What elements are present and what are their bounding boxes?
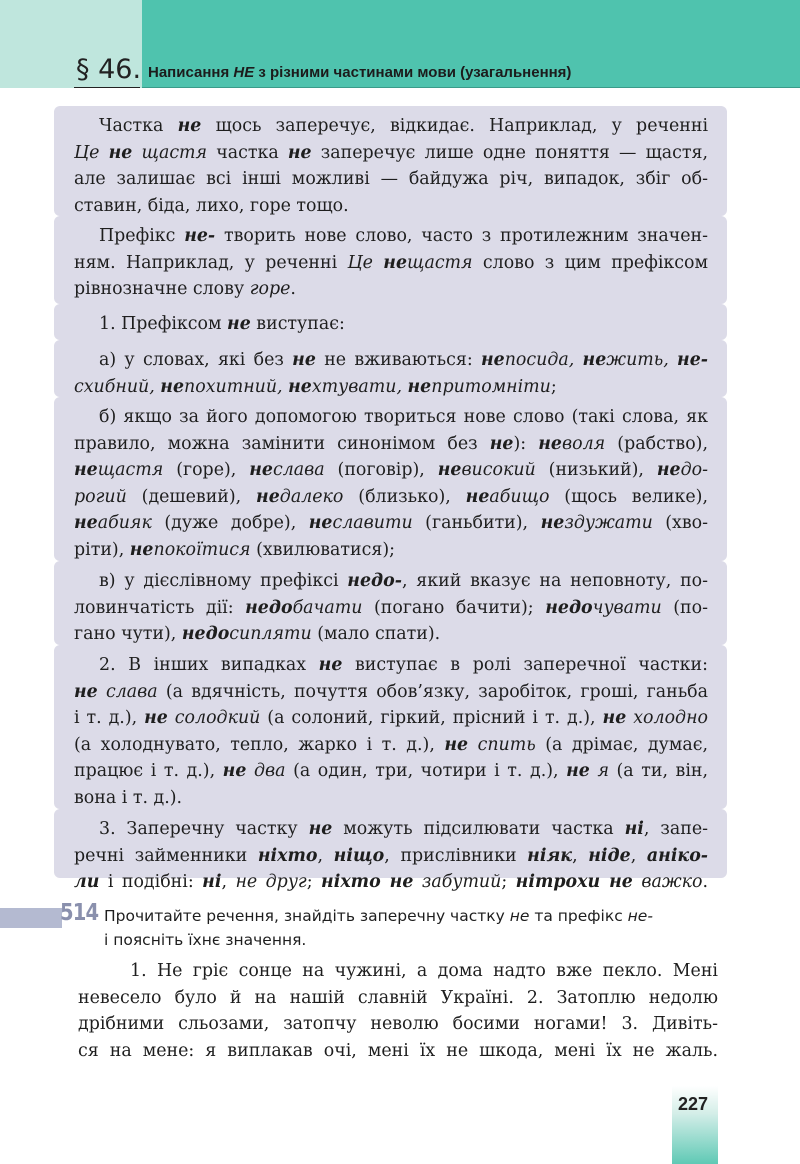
text-segment: (хво- — [652, 513, 708, 534]
text-segment: притомніти — [431, 376, 551, 397]
header-rule — [142, 87, 800, 88]
line — [74, 276, 708, 303]
exercise-text — [78, 958, 718, 1064]
text-segment: холодно — [633, 708, 708, 729]
title-segment: Написання — [148, 64, 234, 81]
line: і поясніть їхнє значення. — [104, 931, 307, 949]
text-segment: не — [222, 761, 247, 782]
text-segment: (ганьбити), — [412, 513, 541, 534]
text-segment: (по- — [661, 597, 708, 618]
text-segment: схибний, — [74, 376, 161, 397]
text-segment: не- — [627, 907, 653, 925]
text-segment: нітрохи не — [515, 872, 633, 893]
text-segment: не- — [677, 350, 708, 370]
text-segment: в) у дієслівному префіксі — [99, 571, 348, 591]
text-segment: не — [287, 142, 312, 163]
text-segment: не — [256, 486, 280, 507]
text-segment: та префікс — [529, 907, 628, 925]
text-segment: 2. В інших випадках — [99, 655, 319, 675]
text-segment: (щось велике), — [549, 486, 708, 507]
text-segment: ні — [202, 872, 222, 893]
text-segment: . — [702, 872, 708, 893]
line — [74, 347, 708, 374]
line — [74, 679, 708, 706]
text-segment — [168, 708, 175, 728]
line — [74, 621, 708, 648]
text-segment: частка — [207, 142, 288, 163]
line — [74, 758, 708, 785]
text-segment: ніде — [588, 845, 631, 866]
rule-paragraph-8 — [54, 809, 727, 893]
text-segment: (мало спати). — [311, 624, 441, 645]
text-segment: (а один, три, чотири і т. д.), — [285, 761, 567, 782]
rule-paragraph-7 — [54, 645, 727, 809]
line — [74, 568, 708, 595]
text-segment: абищо — [489, 486, 550, 507]
text-segment: не — [407, 376, 432, 397]
text-segment: не — [129, 539, 154, 560]
text-segment: , — [630, 845, 647, 866]
text-segment: слава — [105, 681, 158, 702]
text-segment: не- — [184, 226, 216, 246]
text-segment: жить, — [606, 350, 678, 370]
title-segment: з різними частинами мови (узагальнення) — [254, 64, 572, 81]
line — [74, 223, 708, 250]
text-segment: недо- — [347, 571, 402, 591]
line — [74, 484, 708, 511]
line: ся на мене: я виплакав очі, мені їх не шкода, мені їх не жаль. — [78, 1040, 718, 1061]
line — [74, 431, 708, 458]
text-segment: щастя — [141, 142, 208, 163]
line — [74, 113, 708, 140]
text-segment — [413, 872, 421, 892]
text-segment: 3. Заперечну частку — [99, 819, 309, 839]
section-number: § 46. — [76, 54, 142, 85]
text-segment: не — [383, 252, 408, 273]
text-segment: , запе- — [643, 819, 708, 839]
text-segment: не — [74, 513, 98, 534]
text-segment: не — [292, 350, 316, 370]
text-segment: виступає: — [250, 314, 345, 334]
text-segment: (горе), — [163, 460, 250, 481]
text-segment: ; — [501, 872, 516, 893]
text-segment: солодкий — [174, 708, 261, 729]
text-segment: (близько), — [343, 486, 466, 507]
text-segment: не — [160, 376, 185, 397]
header-rule-left — [74, 87, 140, 88]
text-segment: не друг — [235, 872, 307, 893]
text-segment: не — [308, 513, 333, 534]
text-segment: ніяк — [527, 845, 573, 866]
line: ставин, біда, лихо, горе тощо. — [74, 195, 349, 216]
text-segment: щастя — [407, 252, 473, 273]
exercise-number: 514 — [60, 900, 99, 926]
text-segment: (а ти, він, — [608, 761, 708, 782]
text-segment: Прочитайте речення, знайдіть заперечну частку — [104, 907, 510, 925]
text-segment: похитний, — [184, 376, 289, 397]
text-segment: ріти), — [74, 539, 130, 560]
text-segment — [98, 682, 106, 702]
text-segment: не — [177, 116, 202, 136]
exercise-marker-bar — [0, 908, 62, 928]
text-segment: до- — [680, 460, 708, 481]
text-segment: спить — [477, 734, 536, 755]
line — [74, 732, 708, 759]
line — [74, 250, 708, 277]
text-segment: два — [254, 761, 286, 782]
text-segment: не — [602, 708, 627, 729]
text-segment: воля — [562, 433, 606, 454]
text-segment: далеко — [279, 486, 344, 507]
text-segment: щось заперечує, відкидає. Наприклад, у реченні — [201, 116, 708, 136]
text-segment: ли — [74, 872, 100, 893]
text-segment: , — [221, 872, 236, 893]
text-segment: (а дрімає, думає, — [535, 734, 708, 755]
text-segment: творить нове слово, часто з протилежним значен- — [215, 226, 708, 246]
text-segment — [132, 143, 141, 163]
text-segment: ): — [513, 433, 539, 454]
text-segment: не — [288, 376, 312, 397]
text-segment: не — [227, 314, 251, 334]
text-segment: ні — [624, 819, 644, 839]
text-segment: правило, можна замінити синонімом без — [74, 433, 490, 454]
text-segment: ловинчатість дії: — [74, 597, 246, 618]
text-segment: (погано бачити); — [362, 597, 546, 618]
text-segment: не — [489, 433, 514, 454]
text-segment: гано чути), — [74, 624, 182, 645]
title-segment: НЕ — [233, 64, 255, 81]
text-segment: не — [74, 681, 98, 702]
exercise-task — [104, 904, 716, 952]
text-segment: щастя — [97, 460, 164, 481]
text-segment: славити — [332, 513, 413, 534]
text-segment: рогий — [74, 486, 127, 507]
text-segment: забутий — [421, 872, 502, 893]
text-segment: високий — [461, 460, 536, 481]
text-segment: слава — [272, 460, 325, 481]
text-segment: не — [249, 460, 273, 481]
text-segment: працює і т. д.), — [74, 761, 223, 782]
text-segment: здужати — [564, 513, 653, 534]
line — [74, 537, 708, 564]
text-segment: не — [437, 460, 462, 481]
text-segment: не — [538, 433, 562, 454]
text-segment: абияк — [97, 513, 152, 534]
line — [74, 311, 708, 338]
text-segment: (а солоний, гіркий, прісний і т. д.), — [260, 708, 603, 729]
text-segment: виступає в ролі заперечної частки: — [342, 655, 708, 675]
text-segment: не — [480, 350, 505, 370]
rule-paragraph-1 — [54, 106, 727, 216]
text-segment: , прислівники — [384, 845, 528, 866]
text-segment: недо — [245, 597, 293, 618]
line: але залишає всі інші можливі — байдужа річ, випадок, збіг об- — [74, 169, 708, 190]
text-segment: можуть підсилювати частка — [332, 819, 625, 839]
text-segment: бачати — [292, 597, 363, 618]
text-segment: не — [566, 761, 590, 782]
text-segment: не — [144, 708, 168, 729]
line: 1. Не гріє сонце на чужині, а дома надто вже пекло. Мені — [130, 961, 718, 981]
text-segment: недо — [545, 597, 593, 618]
line: вона і т. д.). — [74, 787, 183, 808]
line — [104, 904, 716, 928]
text-segment: (поговір), — [324, 460, 438, 481]
section-title — [148, 64, 571, 81]
text-segment: і подібні: — [99, 872, 203, 893]
text-segment: рівнозначне слову — [74, 279, 250, 300]
text-segment: не — [540, 513, 565, 534]
text-segment: не — [465, 486, 490, 507]
rules-box — [54, 106, 727, 893]
text-segment: посида, — [504, 350, 583, 370]
rule-paragraph-6 — [54, 561, 727, 645]
line — [74, 457, 708, 484]
text-segment: хтувати, — [311, 376, 408, 397]
line: невесело було й на нашій славній Україні. 2. Затоплю недолю — [78, 987, 718, 1008]
text-segment: не — [509, 907, 530, 925]
text-segment: я — [597, 761, 609, 782]
text-segment: не — [108, 142, 133, 163]
page-number: 227 — [678, 1094, 709, 1114]
text-segment: не вживаються: — [315, 350, 481, 370]
line — [74, 843, 708, 870]
text-segment: горе — [249, 279, 291, 300]
text-segment: не — [656, 460, 681, 481]
text-segment: заперечує лише одне поняття — щастя, — [311, 142, 708, 163]
text-segment: не — [444, 734, 469, 755]
line — [74, 510, 708, 537]
text-segment: не — [318, 655, 343, 675]
text-segment: (дуже добре), — [151, 513, 309, 534]
text-segment: , — [317, 845, 334, 866]
line — [74, 816, 708, 843]
text-segment: (а холоднувато, тепло, жарко і т. д.), — [74, 734, 445, 755]
text-segment: не — [74, 460, 98, 481]
text-segment: ніхто — [257, 845, 318, 866]
line: б) якщо за його допомогою твориться нове слово (такі слова, як — [99, 407, 708, 427]
text-segment: (низький), — [535, 460, 657, 481]
text-segment: Це — [74, 142, 109, 163]
text-segment: (а вдячність, почуття обов’язку, заробіток, гроші, ганьба — [157, 681, 708, 702]
text-segment: покоїтися — [153, 539, 251, 560]
line — [74, 869, 708, 896]
text-segment: і т. д.), — [74, 708, 145, 729]
rule-paragraph-4 — [54, 340, 727, 397]
text-segment: слово з цим префіксом — [472, 252, 708, 273]
line — [74, 705, 708, 732]
text-segment: речні займенники — [74, 845, 258, 866]
text-segment: Це — [347, 252, 384, 273]
text-segment — [468, 735, 478, 755]
text-segment — [246, 761, 254, 781]
text-segment: 1. Префіксом — [99, 314, 228, 334]
text-segment: . — [290, 279, 296, 300]
text-segment: а) у словах, які без — [99, 350, 293, 370]
text-segment: Префікс — [99, 226, 185, 246]
text-segment: важко — [641, 872, 703, 893]
line — [74, 595, 708, 622]
text-segment: (хвилюватися); — [250, 539, 395, 560]
text-segment: аніко- — [646, 845, 708, 866]
line — [74, 140, 708, 167]
text-segment: Частка — [99, 116, 178, 136]
text-segment: ням. Наприклад, у реченні — [74, 252, 348, 273]
text-segment: недо — [181, 624, 230, 645]
text-segment: , — [572, 845, 589, 866]
text-segment: ; — [550, 376, 557, 397]
text-segment: (дешевий), — [126, 486, 257, 507]
text-segment: не — [308, 819, 333, 839]
line: дрібними сльозами, затопчу неволю босими ногами! 3. Дивіть- — [78, 1014, 718, 1035]
text-segment: чувати — [592, 597, 662, 618]
text-segment: ніхто не — [321, 872, 414, 893]
text-segment: (рабство), — [605, 433, 708, 454]
rule-paragraph-5 — [54, 397, 727, 561]
text-segment: не — [582, 350, 607, 370]
line — [74, 652, 708, 679]
rule-paragraph-3 — [54, 304, 727, 340]
text-segment: ; — [306, 872, 322, 893]
text-segment: сипляти — [229, 624, 312, 645]
text-segment: , який вказує на неповноту, по- — [401, 571, 708, 591]
rule-paragraph-2 — [54, 216, 727, 304]
text-segment: ніщо — [333, 845, 385, 866]
